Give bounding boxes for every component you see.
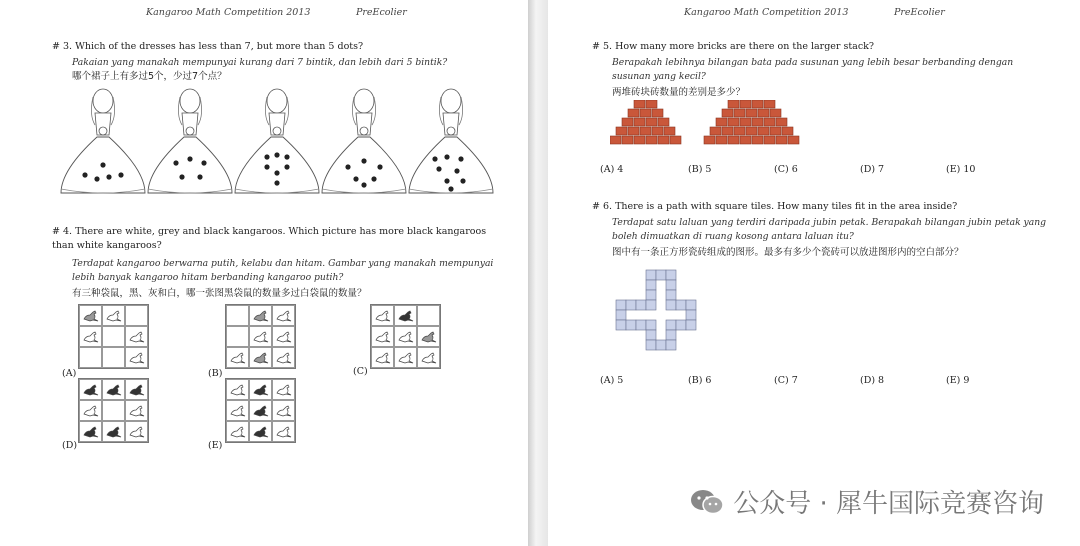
kangaroo-cell (125, 400, 148, 421)
kangaroo-icon (82, 404, 100, 418)
kangaroo-cell (394, 326, 417, 347)
q3-english: Which of the dresses has less than 7, but more than 5 dots? (75, 41, 364, 52)
kangaroo-grid-d (78, 378, 149, 443)
q5-malay: Berapakah lebihnya bilangan bata pada susunan yang lebih besar berbanding dengan susunan yang kecil? (612, 57, 1014, 82)
kangaroo-icon (252, 404, 270, 418)
kangaroo-cell (102, 347, 125, 368)
kangaroo-icon (252, 309, 270, 323)
kangaroo-cell (272, 305, 295, 326)
kangaroo-cell (102, 379, 125, 400)
kangaroo-icon (275, 383, 293, 397)
kangaroo-cell (79, 305, 102, 326)
large-brick-stack (704, 100, 799, 144)
kangaroo-icon (82, 425, 100, 439)
q5-chinese: 两堆砖块砖数量的差别是多少？ (612, 87, 746, 98)
kangaroo-icon (229, 425, 247, 439)
kangaroo-icon (229, 351, 247, 365)
kangaroo-cell (226, 326, 249, 347)
kangaroo-cell (394, 305, 417, 326)
kangaroo-grid-b (225, 304, 296, 369)
q6-answer-a: (A) 5 (600, 375, 624, 386)
header-level: PreEcolier (356, 7, 407, 18)
kangaroo-icon (397, 309, 415, 323)
kangaroo-icon (374, 351, 392, 365)
q5-answer-b: (B) 5 (688, 164, 712, 175)
kangaroo-icon (252, 383, 270, 397)
kangaroo-icon (275, 404, 293, 418)
kangaroo-cell (249, 326, 272, 347)
question-5 (592, 40, 1052, 100)
q3-chinese: 哪个裙子上有多过5个，少过7个点？ (72, 71, 227, 82)
kangaroo-cell (249, 400, 272, 421)
kangaroo-cell (102, 326, 125, 347)
q5-answer-a: (A) 4 (600, 164, 624, 175)
q3-number: # 3. (52, 41, 73, 52)
kangaroo-icon (275, 351, 293, 365)
small-brick-stack (610, 100, 681, 144)
dress-a (61, 89, 145, 193)
kangaroo-icon (397, 330, 415, 344)
kangaroo-cell (371, 305, 394, 326)
kangaroo-icon (275, 309, 293, 323)
dress-c (235, 89, 319, 193)
kangaroo-icon (252, 330, 270, 344)
q6-chinese: 图中有一条正方形瓷砖组成的图形。最多有多少个瓷砖可以放进图形内的空白部分？ (612, 247, 964, 258)
header-title: Kangaroo Math Competition 2013 (146, 7, 311, 18)
kangaroo-cell (249, 379, 272, 400)
watermark (689, 483, 1044, 520)
kangaroo-icon (374, 330, 392, 344)
kangaroo-icon (105, 309, 123, 323)
kangaroo-icon (229, 404, 247, 418)
q4-option-b: (B) (208, 368, 223, 379)
kangaroo-cell (249, 305, 272, 326)
kangaroo-cell (371, 347, 394, 368)
dresses-figure (55, 85, 505, 205)
q5-english: How many more bricks are there on the larger stack? (615, 41, 875, 52)
kangaroo-icon (229, 383, 247, 397)
kangaroo-grid-c (370, 304, 441, 369)
dress-d (322, 89, 406, 193)
kangaroo-cell (79, 400, 102, 421)
kangaroo-cell (272, 379, 295, 400)
kangaroo-icon (82, 383, 100, 397)
kangaroo-cell (125, 379, 148, 400)
q4-chinese: 有三种袋鼠，黑、灰和白，哪一张图黑袋鼠的数量多过白袋鼠的数量？ (72, 288, 367, 299)
q6-answer-b: (B) 6 (688, 375, 712, 386)
kangaroo-icon (128, 404, 146, 418)
kangaroo-cell (125, 305, 148, 326)
brick-stacks-figure (610, 100, 810, 155)
q6-number: # 6. (592, 201, 613, 212)
q6-answer-d: (D) 8 (860, 375, 885, 386)
kangaroo-cell (226, 379, 249, 400)
kangaroo-cell (226, 305, 249, 326)
header-title-right: Kangaroo Math Competition 2013 (684, 7, 849, 18)
q5-answer-d: (D) 7 (860, 164, 885, 175)
q6-english: There is a path with square tiles. How many tiles fit in the area inside? (615, 201, 958, 212)
kangaroo-cell (272, 421, 295, 442)
q4-english: There are white, grey and black kangaroos. Which picture has more black kangaroos than white kangaroos? (52, 226, 487, 251)
question-3 (52, 40, 512, 84)
kangaroo-icon (252, 351, 270, 365)
tile-path (616, 270, 696, 350)
kangaroo-cell (272, 347, 295, 368)
q4-option-d: (D) (62, 440, 78, 451)
kangaroo-cell (226, 421, 249, 442)
kangaroo-cell (102, 400, 125, 421)
kangaroo-icon (128, 383, 146, 397)
kangaroo-icon (128, 425, 146, 439)
kangaroo-icon (420, 351, 438, 365)
kangaroo-cell (125, 326, 148, 347)
q6-answer-e: (E) 9 (946, 375, 970, 386)
kangaroo-icon (128, 351, 146, 365)
kangaroo-icon (275, 425, 293, 439)
wechat-icon (689, 488, 725, 516)
watermark-text: 公众号 · 犀牛国际竞赛咨询 (733, 489, 1044, 519)
kangaroo-cell (417, 326, 440, 347)
kangaroo-icon (252, 425, 270, 439)
kangaroo-icon (105, 383, 123, 397)
kangaroo-icon (105, 425, 123, 439)
kangaroo-cell (102, 305, 125, 326)
q4-option-e: (E) (208, 440, 223, 451)
kangaroo-cell (272, 400, 295, 421)
kangaroo-icon (82, 309, 100, 323)
kangaroo-cell (371, 326, 394, 347)
kangaroo-grid-e (225, 378, 296, 443)
kangaroo-cell (79, 421, 102, 442)
q3-malay: Pakaian yang manakah mempunyai kurang dari 7 bintik, dan lebih dari 5 bintik? (72, 57, 448, 68)
kangaroo-cell (102, 421, 125, 442)
kangaroo-cell (79, 326, 102, 347)
q5-answer-c: (C) 6 (774, 164, 798, 175)
kangaroo-icon (275, 330, 293, 344)
left-page (0, 0, 528, 546)
dress-b (148, 89, 232, 193)
kangaroo-cell (125, 347, 148, 368)
kangaroo-icon (397, 351, 415, 365)
kangaroo-cell (249, 421, 272, 442)
kangaroo-cell (79, 379, 102, 400)
dress-e (409, 89, 493, 193)
kangaroo-cell (394, 347, 417, 368)
kangaroo-icon (128, 330, 146, 344)
kangaroo-cell (417, 305, 440, 326)
question-6 (592, 200, 1052, 260)
kangaroo-cell (79, 347, 102, 368)
kangaroo-icon (374, 309, 392, 323)
q5-answer-e: (E) 10 (946, 164, 976, 175)
q6-malay: Terdapat satu laluan yang terdiri daripada jubin petak. Berapakah bilangan jubin petak yang boleh dimuatkan di ruang kosong antara laluan itu? (612, 217, 1047, 242)
q5-number: # 5. (592, 41, 613, 52)
q6-answer-c: (C) 7 (774, 375, 798, 386)
q4-number: # 4. (52, 226, 73, 237)
q4-malay: Terdapat kangaroo berwarna putih, kelabu dan hitam. Gambar yang manakah mempunyai lebih banyak kangaroo hitam berbanding kangaroo putih? (72, 258, 494, 283)
right-page (548, 0, 1080, 546)
q4-option-c: (C) (353, 366, 368, 377)
kangaroo-cell (226, 347, 249, 368)
question-4 (52, 225, 497, 301)
kangaroo-cell (417, 347, 440, 368)
kangaroo-grid-a (78, 304, 149, 369)
kangaroo-cell (249, 347, 272, 368)
kangaroo-icon (82, 330, 100, 344)
page-divider (528, 0, 548, 546)
kangaroo-cell (125, 421, 148, 442)
kangaroo-cell (226, 400, 249, 421)
header-level-right: PreEcolier (894, 7, 945, 18)
kangaroo-icon (420, 330, 438, 344)
kangaroo-cell (272, 326, 295, 347)
tile-path-figure (614, 265, 714, 360)
q4-option-a: (A) (62, 368, 77, 379)
